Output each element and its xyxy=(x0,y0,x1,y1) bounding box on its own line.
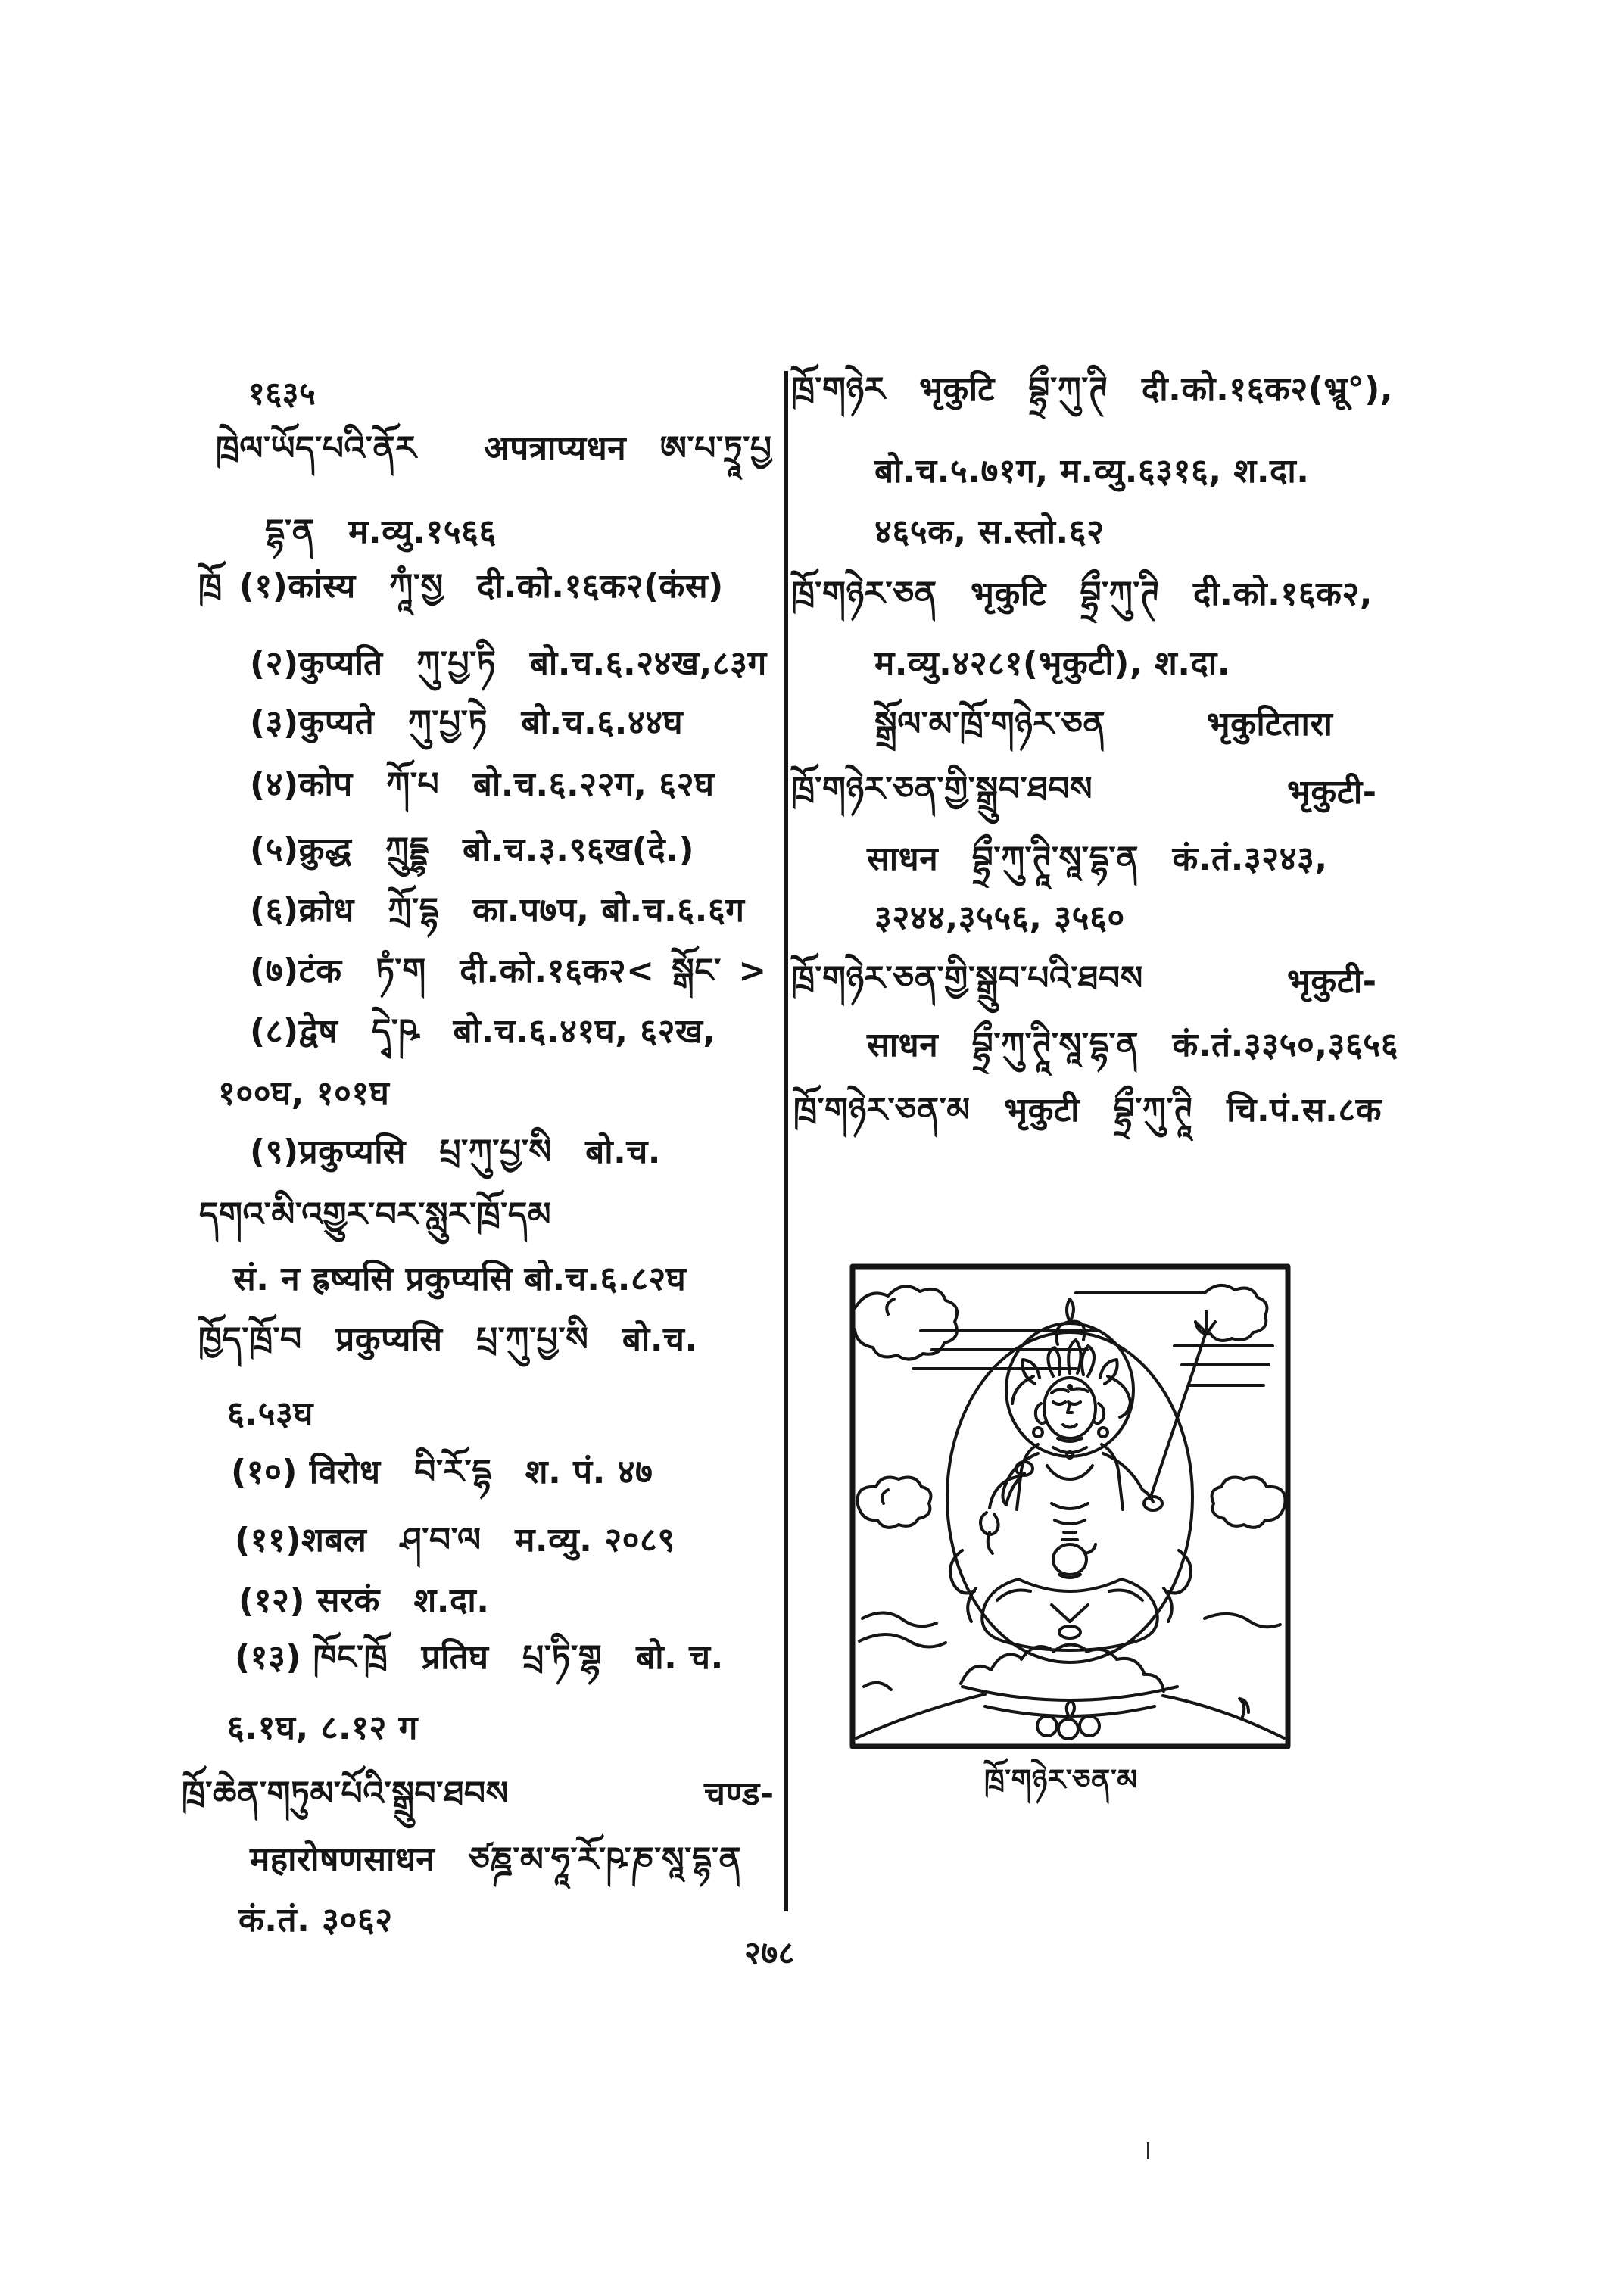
left-entry-line: (११)शबल ཤ་བ་ལ म.व्यु. २०८९ xyxy=(235,1521,675,1559)
right-entry-line: साधन བྷྲྀ་ཀུ་ཊཱི་སཱ་དྷ་ན कं.तं.३२४३, xyxy=(867,840,1328,878)
page-number: २७८ xyxy=(744,1934,796,1971)
illustration-frame xyxy=(853,1266,1288,1746)
left-entry-line: (२)कुप्यति ཀུ་པྱ་ཏི बो.च.६.२४ख,८३ग xyxy=(250,644,767,683)
left-entry-line: (७)टंक ཏཾ་ག दी.को.१६क२< སྒོང་ > xyxy=(250,952,767,990)
left-entry-line: ཁྲོ་ཆེན་གཏུམ་པོའི་སྒྲུབ་ཐབས xyxy=(182,1774,509,1813)
right-entry-line: ཁྲོ་གཉེར་ཅན་གྱི་སྒྲུབ་པའི་ཐབས xyxy=(791,959,1143,998)
right-entry-line: ཁྲོ་གཉེར भृकुटि བྷྲྀ་ཀུ་ཊི दी.को.१६क२(भ्रू°), xyxy=(791,370,1394,409)
left-entry-line: ६.५३घ xyxy=(227,1394,313,1433)
right-entry-line: ३२४४,३५५६, ३५६० xyxy=(874,899,1125,937)
left-entry-line: १००घ, १०१घ xyxy=(218,1074,390,1113)
right-entry-line: साधन བྷྲྀ་ཀུ་ཊཱི་སཱ་དྷ་ན कं.तं.३३५०,३६५६ xyxy=(867,1026,1399,1064)
scarf-curl xyxy=(950,1550,974,1593)
left-entry-line: (१२) सरकं श.दा. xyxy=(238,1581,490,1620)
left-entry-line: महारोषणसाधन ཙཎྜ་མ་ཧཱ་རོ་ཥ་ཎ་སཱ་དྷ་ན xyxy=(250,1840,742,1879)
right-entry-line: སྒྲོལ་མ་ཁྲོ་གཉེར་ཅན भृकुटितारा xyxy=(874,705,1333,743)
left-entry-line: (३)कुप्यते ཀུ་པྱ་ཏེ बो.च.६.४४घ xyxy=(250,703,684,742)
illustration-caption: ཁྲོ་གཉེར་ཅན་མ xyxy=(984,1763,1138,1796)
entry-serial-number: १६३५ xyxy=(248,375,316,412)
scan-speck xyxy=(1147,2142,1149,2159)
left-entry-line: ཁྲེལ་ཡོད་པའི་ནོར अपत्राप्यधन ཨ་པ་ཏྲཱ་པྱ xyxy=(216,429,772,468)
left-entry-line: (४)कोप ཀོ་པ बो.च.६.२२ग, ६२घ xyxy=(250,765,715,804)
vase xyxy=(1053,1532,1096,1578)
right-entry-line: भृकुटी- xyxy=(1287,962,1377,1001)
left-entry-line: དྷ་ན म.व्यु.१५६६ xyxy=(265,512,497,551)
flame-finial xyxy=(1067,1299,1074,1322)
left-entry-line: ཁྲོ (१)कांस्य ཀཱཾ་སྱ दी.को.१६क२(कंस) xyxy=(198,567,724,606)
staff xyxy=(1150,1332,1206,1499)
left-entry-line: सं. न ह्रष्यसि प्रकुप्यसि बो.च.६.८२घ xyxy=(233,1260,687,1298)
left-entry-line: (६)क्रोध ཀྲོ་དྷ का.प७प, बो.च.६.६ग xyxy=(250,891,745,930)
left-entry-line: चण्ड- xyxy=(704,1774,775,1813)
left-entry-line: དགའ་མི་འགྱུར་བར་སླུར་ཁྲོ་དམ xyxy=(199,1195,552,1234)
right-entry-line: ཁྲོ་གཉེར་ཅན भृकुटि བྷྲྀ་ཀུ་ཊི दी.को.१६क२, xyxy=(791,575,1373,613)
ground-and-offerings xyxy=(856,1683,1284,1739)
right-entry-line: ४६५क, स.स्तो.६२ xyxy=(874,512,1105,551)
left-entry-line: ཁྱོད་ཁྲོ་བ प्रकुप्यसि པྲ་ཀུ་པྱ་སི बो.च. xyxy=(198,1320,698,1359)
lotus-throne xyxy=(961,1644,1177,1716)
right-entry-line: भृकुटी- xyxy=(1287,773,1377,812)
right-entry-line: बो.च.५.७१ग, म.व्यु.६३१६, श.दा. xyxy=(874,452,1310,491)
right-entry-line: ཁྲོ་གཉེར་ཅན་གྱི་སྒྲུབ་ཐབས xyxy=(791,770,1093,808)
left-entry-line: (१०) विरोध བི་རོ་དྷ श. पं. ४७ xyxy=(231,1453,653,1491)
left-entry-line: कं.तं. ३०६२ xyxy=(238,1901,393,1939)
column-divider-rule xyxy=(784,371,788,1911)
right-entry-line: म.व्यु.४२८१(भृकुटी), श.दा. xyxy=(874,644,1230,683)
left-entry-line: (५)क्रुद्ध ཀྲུདྡྷ बो.च.३.९६ख(दे.) xyxy=(250,830,695,869)
right-entry-line: ཁྲོ་གཉེར་ཅན་མ भृकुटी བྷྲྀ་ཀུ་ཊཱི चि.पं.स.८क xyxy=(793,1091,1382,1129)
deity-figure xyxy=(950,1299,1215,1650)
left-entry-line: (९)प्रकुप्यसि པྲ་ཀུ་པྱ་སི बो.च. xyxy=(250,1132,662,1171)
left-entry-line: (१३) ཁོང་ཁྲོ प्रतिघ པྲ་ཏི་གྷ बो. च. xyxy=(235,1638,724,1677)
left-entry-line: ६.१घ, ८.१२ ग xyxy=(227,1709,418,1747)
left-entry-line: (८)द्वेष དྭེ་ཥ बो.च.६.४१घ, ६२ख, xyxy=(250,1012,716,1051)
deity-illustration xyxy=(849,1263,1292,1750)
